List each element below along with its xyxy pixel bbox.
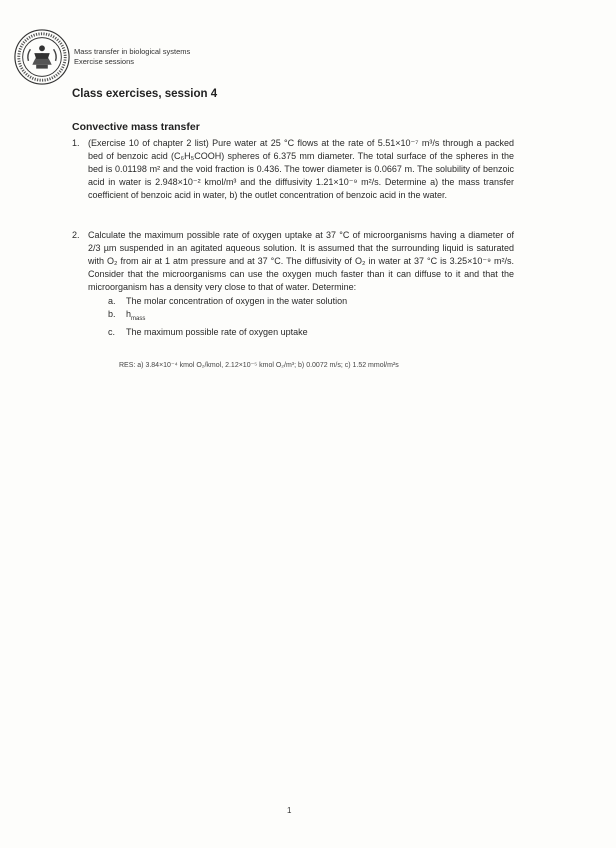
subitem-letter: a. <box>108 296 116 306</box>
course-name: Mass transfer in biological systems <box>74 47 191 56</box>
problem-text: (Exercise 10 of chapter 2 list) Pure water at 25 °C flows at the rate of 5.51×10⁻⁷ m³/s through a packed bed of benzoic acid (C₆H₅COOH) spheres of 6.375 mm diameter. The total surface of the spheres in the bed is 0.01198 m² and the void fraction is 0.436. The tower diameter is 0.0667 m. The solubility of benzoic acid in water is 2.948×10⁻² kmol/m³ and the diffusivity 1.21×10⁻⁹ m²/s. Determine a) the mass transfer coefficient of benzoic acid in water, b) the outlet concentration of benzoic acid in the water. <box>88 138 514 200</box>
problem-number: 2. <box>72 230 80 240</box>
subitem-list <box>108 295 514 339</box>
h-symbol: h <box>126 309 132 319</box>
subitem-text: The maximum possible rate of oxygen uptake <box>126 326 308 337</box>
problem-text: Calculate the maximum possible rate of oxygen uptake at 37 °C of microorganisms having a diameter of 2/3 µm suspended in an agitated aqueous solution. It is assumed that the surrounding liquid is saturated with O₂ from air at 1 atm pressure and at 37 °C. The diffusivity of O₂ in water at 37 °C is 3.25×10⁻⁹ m²/s. Consider that the microorganisms can use the oxygen much faster than it can diffuse to it and that the microorganism has a density very close to that of water. Determine: <box>88 230 514 292</box>
subitem-text <box>126 308 145 326</box>
section-heading: Convective mass transfer <box>72 121 200 133</box>
subitem-a <box>108 295 514 308</box>
mass-subscript: mass <box>131 315 146 322</box>
course-header <box>74 47 190 67</box>
problem-number: 1. <box>72 138 80 148</box>
subitem-letter: b. <box>108 309 116 319</box>
subitem-text: The molar concentration of oxygen in the water solution <box>126 296 348 306</box>
subitem-letter: c. <box>108 326 116 337</box>
problem-1 <box>72 137 514 202</box>
university-seal-icon <box>13 28 71 86</box>
course-subtitle: Exercise sessions <box>74 57 135 66</box>
subitem-b <box>108 308 514 326</box>
results-line: RES: a) 3.84×10⁻⁴ kmol O₂/kmol, 2.12×10⁻⁵ kmol O₂/m³; b) 0.0072 m/s; c) 1.52 mmol/m²s <box>119 362 399 369</box>
page-title: Class exercises, session 4 <box>72 88 218 100</box>
page-number: 1 <box>287 806 292 815</box>
subitem-c <box>108 326 514 339</box>
problem-2 <box>72 229 514 339</box>
